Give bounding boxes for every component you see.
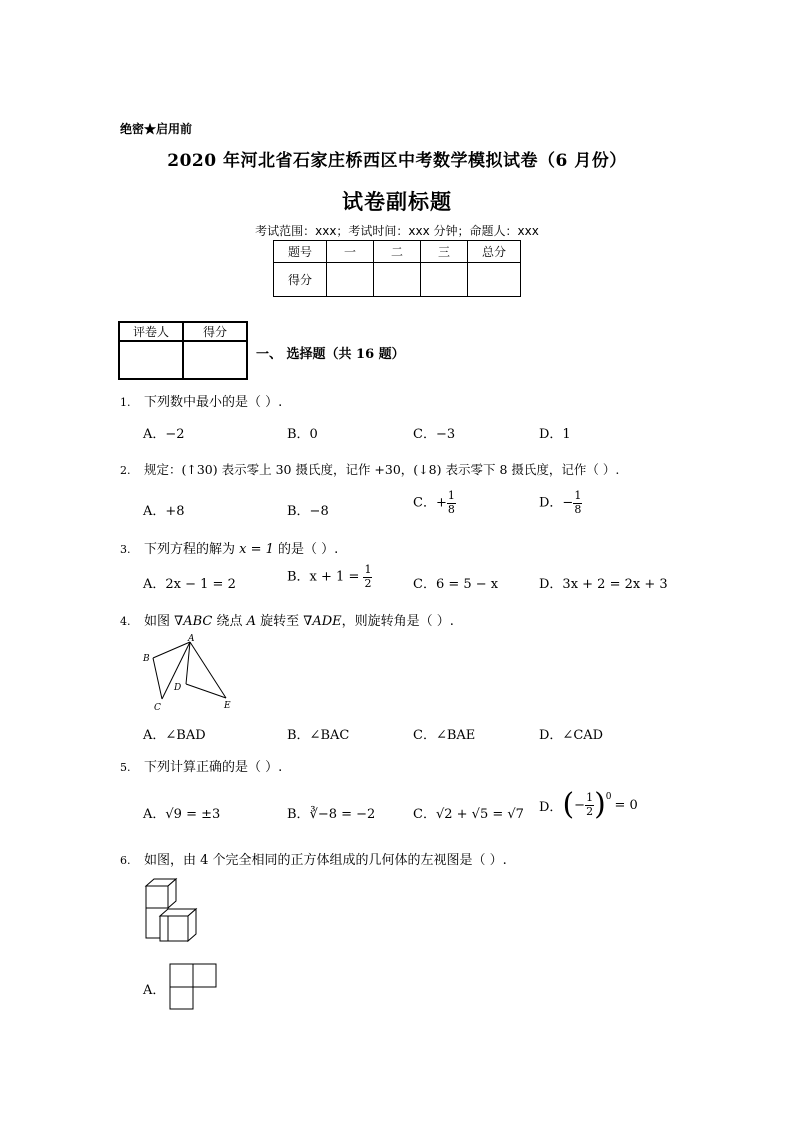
option-d[interactable]	[539, 490, 582, 516]
question-stem-pre: 如图	[144, 614, 175, 629]
segment-ea	[190, 642, 226, 698]
option-d-tail: = 0	[614, 797, 638, 813]
option-a[interactable]: A．√9 = ±3	[143, 807, 221, 822]
option-a[interactable]: A．2x − 1 = 2	[143, 577, 236, 592]
triangle-ade: ∇ADE	[303, 614, 342, 629]
option-d-prefix: D．	[539, 799, 563, 815]
option-a-view	[168, 962, 218, 1012]
segment-bc	[153, 658, 162, 699]
question-var: x = 1	[239, 542, 274, 557]
question-stem: 下列数中最小的是（ ）.	[144, 395, 283, 410]
option-c[interactable]: C．∠BAE	[413, 728, 476, 743]
paper-title: 2020 年河北省石家庄桥西区中考数学模拟试卷（6 月份）	[167, 151, 627, 171]
score-header-cell: 二	[374, 241, 421, 263]
fraction	[363, 564, 372, 590]
option-c[interactable]: C．√2 + √5 = √7	[413, 807, 524, 822]
score-header-cell: 一	[327, 241, 374, 263]
view-square	[170, 964, 193, 987]
right-paren: )	[594, 787, 606, 822]
question-1	[120, 391, 282, 410]
segment-ab	[153, 642, 190, 658]
fraction	[447, 490, 456, 516]
option-c[interactable]: C．6 = 5 − x	[413, 577, 499, 592]
option-a[interactable]: A．	[143, 983, 166, 998]
option-c[interactable]: C．−3	[413, 427, 456, 442]
score-header-cell: 题号	[274, 241, 327, 263]
fraction	[573, 490, 582, 516]
question-number: 2.	[120, 464, 131, 477]
score-cell[interactable]	[374, 263, 421, 297]
option-b-prefix: B．x + 1 =	[287, 569, 364, 585]
cube-figure	[142, 878, 202, 944]
question-5	[120, 756, 282, 775]
option-b[interactable]: B．0	[287, 427, 318, 442]
minus-sign: −	[574, 797, 586, 813]
fraction-numerator: 1	[447, 489, 455, 502]
question-6	[120, 849, 507, 868]
fraction-numerator: 1	[574, 489, 582, 502]
view-square	[170, 987, 193, 1009]
score-cell[interactable]	[468, 263, 521, 297]
option-b[interactable]: B．∠BAC	[287, 728, 350, 743]
option-d[interactable]	[539, 787, 638, 822]
top-cube-front	[146, 886, 168, 908]
question-stem-mid: 绕点	[212, 614, 247, 629]
question-number: 1.	[120, 396, 131, 409]
fraction-denominator: 2	[364, 576, 372, 590]
question-number: 6.	[120, 854, 131, 867]
score-header-cell: 三	[421, 241, 468, 263]
option-a[interactable]: A．+8	[143, 504, 185, 519]
triangle-abc: ∇ABC	[174, 614, 213, 629]
question-stem-post: 的是（ ）.	[273, 542, 339, 557]
question-number: 3.	[120, 543, 131, 556]
label-a: A	[188, 634, 195, 644]
option-a[interactable]: A．−2	[143, 427, 185, 442]
option-d[interactable]: D．3x + 2 = 2x + 3	[539, 577, 668, 592]
option-c[interactable]	[413, 490, 456, 516]
score-cell[interactable]	[421, 263, 468, 297]
label-d: D	[174, 683, 182, 693]
question-stem-post: ，则旋转角是（ ）.	[341, 614, 454, 629]
score-header-cell: 总分	[468, 241, 521, 263]
score-row-label: 得分	[274, 263, 327, 297]
option-b[interactable]: B．−8	[287, 504, 329, 519]
section-title: 一、 选择题（共 16 题）	[256, 347, 405, 362]
score-table	[273, 240, 521, 297]
fraction	[585, 792, 594, 818]
question-number: 4.	[120, 615, 131, 628]
question-stem-pre: 下列方程的解为	[144, 542, 240, 557]
option-d[interactable]: D．1	[539, 427, 571, 442]
option-a[interactable]: A．∠BAD	[143, 728, 206, 743]
segment-de	[186, 684, 226, 698]
grader-cell[interactable]	[119, 341, 183, 379]
fraction-numerator: 1	[364, 563, 372, 576]
question-number: 5.	[120, 761, 131, 774]
option-b[interactable]	[287, 564, 372, 590]
fraction-denominator: 8	[574, 502, 582, 516]
question-4	[120, 610, 454, 629]
option-b[interactable]: B．∛−8 = −2	[287, 807, 376, 822]
paper-subtitle: 试卷副标题	[342, 189, 452, 214]
rotation-figure	[140, 636, 240, 714]
question-stem: 下列计算正确的是（ ）.	[144, 760, 283, 775]
grader-header-cell: 评卷人	[119, 322, 183, 341]
fraction-denominator: 8	[447, 502, 455, 516]
grader-table	[118, 321, 248, 380]
score-cell[interactable]	[327, 263, 374, 297]
fraction-denominator: 2	[586, 804, 594, 818]
front-cube	[160, 916, 188, 941]
label-e: E	[224, 701, 231, 711]
exponent: 0	[605, 792, 612, 802]
label-c: C	[154, 703, 161, 713]
question-3	[120, 538, 338, 557]
exam-info: 考试范围：xxx；考试时间：xxx 分钟；命题人：xxx	[255, 224, 539, 238]
point-a: A	[246, 614, 257, 629]
grader-cell[interactable]	[183, 341, 247, 379]
question-stem-mid2: 旋转至	[256, 614, 304, 629]
grader-header-cell: 得分	[183, 322, 247, 341]
left-paren: (	[562, 787, 575, 822]
label-b: B	[143, 654, 150, 664]
question-stem: 如图，由 4 个完全相同的正方体组成的几何体的左视图是（ ）.	[144, 853, 507, 868]
fraction-numerator: 1	[586, 790, 594, 804]
option-d-prefix: D．−	[539, 495, 574, 511]
option-d[interactable]: D．∠CAD	[539, 728, 604, 743]
option-c-prefix: C．+	[413, 495, 447, 511]
question-stem: 规定：(↑30) 表示零上 30 摄氏度，记作 +30，(↓8) 表示零下 8 摄氏度，记作（ ）.	[144, 462, 620, 477]
view-square	[193, 964, 216, 987]
confidential-label: 绝密★启用前	[120, 122, 193, 136]
question-2	[120, 460, 619, 478]
